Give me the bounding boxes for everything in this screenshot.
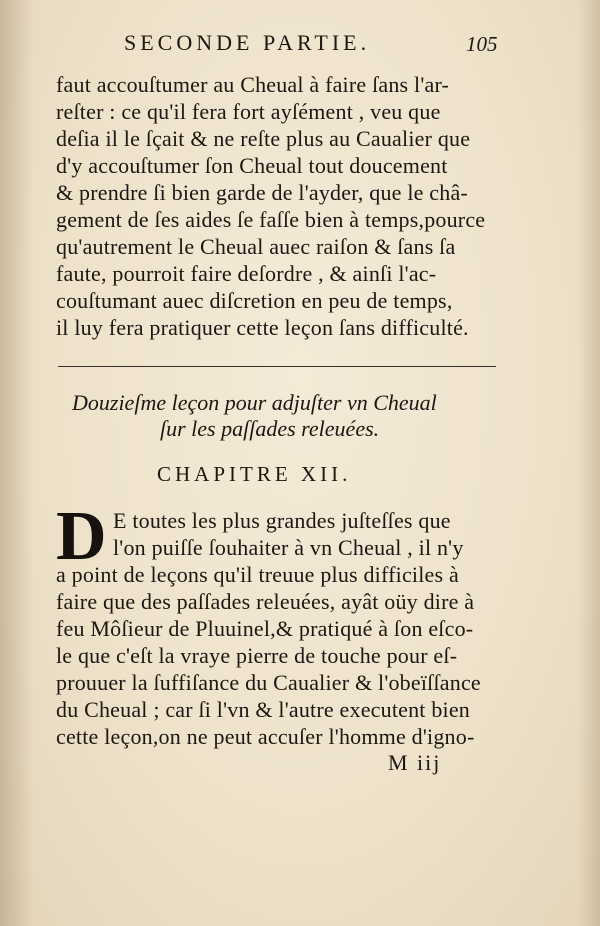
text-line: E toutes les plus grandes juſteſſes que <box>113 508 451 533</box>
text-line: qu'autrement le Cheual auec raiſon & ſans ſa <box>56 234 456 259</box>
chapter-heading: CHAPITRE XII. <box>157 462 352 486</box>
lesson-title-line-2: ſur les paſſades releuées. <box>160 416 380 441</box>
text-line: a point de leçons qu'il treuue plus difficiles à <box>56 562 459 587</box>
text-line: couſtumant auec diſcretion en peu de temps, <box>56 288 453 313</box>
signature-mark: M iij <box>388 750 442 775</box>
running-head: SECONDE PARTIE. <box>124 30 371 55</box>
lesson-title-line-1: Douzieſme leçon pour adjuſter vn Cheual <box>72 390 437 415</box>
text-line: prouuer la ſuffiſance du Caualier & l'obeïſſance <box>56 670 481 695</box>
text-line: faut accouſtumer au Cheual à faire ſans l'ar- <box>56 72 450 97</box>
text-line: faire que des paſſades releuées, ayât oüy dire à <box>56 589 475 614</box>
text-line: feu Môſieur de Pluuinel,& pratiqué à ſon eſco- <box>56 616 474 641</box>
text-line: d'y accouſtumer ſon Cheual tout doucement <box>56 153 448 178</box>
text-line: l'on puiſſe ſouhaiter à vn Cheual , il n'y <box>113 535 464 560</box>
text-line: faute, pourroit faire deſordre , & ainſi l'ac- <box>56 261 437 286</box>
text-line: deſia il le ſçait & ne reſte plus au Caualier que <box>56 126 471 151</box>
text-line: & prendre ſi bien garde de l'ayder, que le châ- <box>56 180 468 205</box>
page-number: 105 <box>466 32 498 56</box>
text-line: cette leçon,on ne peut accuſer l'homme d'igno- <box>56 724 475 749</box>
section-divider <box>58 366 496 367</box>
text-line: reſter : ce qu'il fera fort ayſément , veu que <box>56 99 441 124</box>
text-line: le que c'eſt la vraye pierre de touche pour eſ- <box>56 643 458 668</box>
text-line: du Cheual ; car ſi l'vn & l'autre executent bien <box>56 697 471 722</box>
text-line: il luy fera pratiquer cette leçon ſans difficulté. <box>56 315 469 340</box>
drop-cap: D <box>56 498 107 575</box>
text-line: gement de ſes aides ſe faſſe bien à temps,pource <box>56 207 486 232</box>
